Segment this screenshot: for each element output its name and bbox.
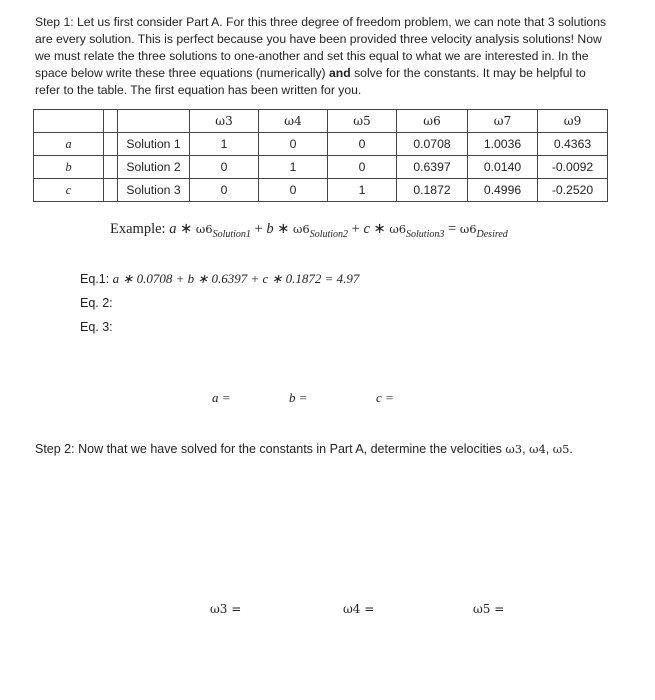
table-cell: 1.0036 — [468, 133, 538, 156]
table-cell: -0.0092 — [538, 156, 608, 179]
table-cell: 1 — [259, 156, 328, 179]
table-cell: 0.1872 — [397, 179, 468, 202]
table-cell: 0 — [259, 133, 328, 156]
solutions-table — [33, 109, 608, 202]
table-cell: -0.2520 — [538, 179, 608, 202]
table-cell: 0 — [328, 133, 397, 156]
row-variable: b — [34, 156, 104, 179]
header-w5: ω5 — [328, 110, 397, 133]
table-row — [34, 179, 608, 202]
table-row — [34, 133, 608, 156]
example-label: Example: — [110, 221, 166, 237]
row-label: Solution 2 — [118, 156, 190, 179]
row-variable: c — [34, 179, 104, 202]
table-cell: 0 — [190, 179, 259, 202]
header-w9: ω9 — [538, 110, 608, 133]
table-cell: 1 — [190, 133, 259, 156]
constant-a: a = — [212, 390, 231, 405]
header-w7: ω7 — [468, 110, 538, 133]
row-label: Solution 1 — [118, 133, 190, 156]
constant-b: b = — [289, 390, 308, 405]
step2-paragraph: Step 2: Now that we have solved for the constants in Part A, determine the velocities ω3, ω4, ω5. — [35, 442, 573, 456]
header-w6: ω6 — [397, 110, 468, 133]
step1-bold-word: and — [329, 66, 351, 80]
table-header-row — [34, 110, 608, 133]
equation-1 — [80, 271, 359, 287]
velocity-w5: ω5 = — [473, 602, 505, 616]
eq1-label: Eq.1: — [80, 272, 110, 286]
equation-2-label: Eq. 2: — [80, 296, 113, 310]
step1-paragraph — [35, 14, 613, 99]
table-cell: 0.4996 — [468, 179, 538, 202]
table-cell: 0.0708 — [397, 133, 468, 156]
step1-text-b: solve for the constants. It may be helpful to refer to the table. The first equation has been written for you. — [35, 66, 586, 97]
constant-c: c = — [376, 390, 394, 405]
table-cell: 0 — [190, 156, 259, 179]
table-cell: 0.4363 — [538, 133, 608, 156]
table-cell: 0.0140 — [468, 156, 538, 179]
eq1-math: a ∗ 0.0708 + b ∗ 0.6397 + c ∗ 0.1872 = 4.97 — [112, 271, 360, 286]
step2-text: Step 2: Now that we have solved for the constants in Part A, determine the velocities — [35, 442, 502, 456]
table-cell: 0.6397 — [397, 156, 468, 179]
step1-text-a: Step 1: Let us first consider Part A. For this three degree of freedom problem, we can note that 3 solutions are every solution. This is perfect because you have been provided three velocity analysis solutions! Now we must relate the three solutions to one-another and set this equal to what we are interested in. In the space below write these three equations (numerically) — [35, 15, 607, 80]
example-equation: Example: a ∗ $\omega 6_{Solution1} + b$ ∗ $\omega 6_{Solution2} + c$ ∗ $\omega 6_{Solution3} = \omega 6_{Desired}$ — [110, 221, 508, 240]
velocity-w4: ω4 = — [343, 602, 375, 616]
equation-3-label: Eq. 3: — [80, 320, 113, 334]
table-cell: 1 — [328, 179, 397, 202]
row-label: Solution 3 — [118, 179, 190, 202]
header-w3: ω3 — [190, 110, 259, 133]
header-w4: ω4 — [259, 110, 328, 133]
table-row — [34, 156, 608, 179]
velocity-w3: ω3 = — [210, 602, 242, 616]
table-cell: 0 — [259, 179, 328, 202]
table-cell: 0 — [328, 156, 397, 179]
row-variable: a — [34, 133, 104, 156]
